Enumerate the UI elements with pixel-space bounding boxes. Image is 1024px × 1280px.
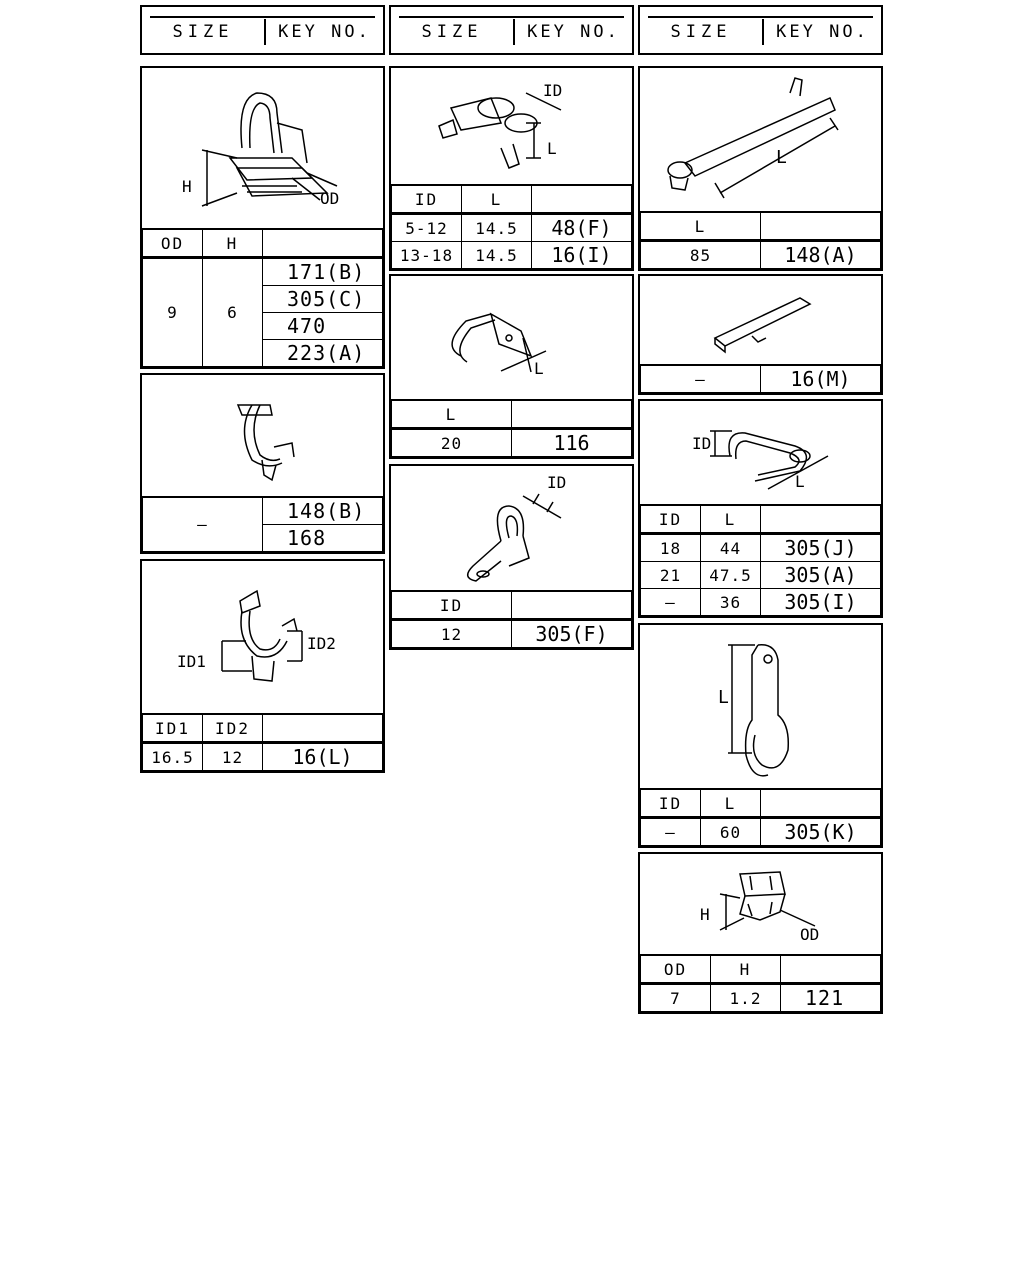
part-panel-pipe-clip xyxy=(389,66,634,271)
id-callout: ID xyxy=(547,473,567,492)
wire-clip-table xyxy=(640,504,881,616)
grommet-clip-drawing xyxy=(640,854,881,958)
key-number: 148(A) xyxy=(761,241,881,269)
id-value: 12 xyxy=(392,620,512,648)
l-value: 14.5 xyxy=(462,242,532,269)
key-number: 16(I) xyxy=(532,242,632,269)
l-callout: L xyxy=(534,359,544,378)
id-value: 13-18 xyxy=(392,242,462,269)
p-clip-table xyxy=(391,590,632,648)
key-number: 121 xyxy=(781,984,881,1012)
id-value: 18 xyxy=(641,534,701,562)
key-no-header: KEY NO. xyxy=(776,22,869,42)
size-header: SIZE xyxy=(640,19,764,45)
l-callout: L xyxy=(795,472,805,491)
part-panel-hook xyxy=(638,623,883,848)
grommet-clip-figure xyxy=(640,854,881,958)
id-value: — xyxy=(641,818,701,846)
strip-table xyxy=(640,364,881,393)
col-id: ID xyxy=(641,505,701,534)
wire-clip-figure xyxy=(640,401,881,507)
od-value: 9 xyxy=(143,258,203,367)
bracket-drawing xyxy=(391,276,632,404)
col-key xyxy=(532,185,632,214)
key-number: 48(F) xyxy=(532,214,632,242)
part-panel-wire-clip xyxy=(638,399,883,618)
key-number: 116 xyxy=(512,429,632,457)
pipe-clip-figure xyxy=(391,68,632,186)
h-value: 6 xyxy=(203,258,263,367)
column-header-3 xyxy=(638,5,883,55)
size-header: SIZE xyxy=(391,19,515,45)
part-panel-push-clip xyxy=(140,66,385,369)
hose-clamp-table xyxy=(142,496,383,552)
p-clip-drawing xyxy=(391,466,632,594)
push-clip-table xyxy=(142,228,383,367)
col-id: ID xyxy=(392,591,512,620)
key-number: 148(B) xyxy=(263,497,383,525)
double-clip-figure xyxy=(142,561,383,717)
bracket-table xyxy=(391,399,632,457)
col-id: ID xyxy=(392,185,462,214)
col-id: ID xyxy=(641,789,701,818)
column-header-2 xyxy=(389,5,634,55)
l-callout: L xyxy=(776,147,787,168)
hose-clamp-drawing xyxy=(142,375,383,497)
id-callout: ID xyxy=(543,81,563,100)
p-clip-figure xyxy=(391,466,632,594)
col-l: L xyxy=(701,789,761,818)
l-callout: L xyxy=(718,687,729,708)
l-value: 85 xyxy=(641,241,761,269)
id-value: 5-12 xyxy=(392,214,462,242)
col-l: L xyxy=(462,185,532,214)
col-h: H xyxy=(711,955,781,984)
col-l: L xyxy=(641,212,761,241)
part-panel-double-clip xyxy=(140,559,385,773)
l-value: 36 xyxy=(701,589,761,616)
part-panel-rod xyxy=(638,66,883,271)
key-number: 223(A) xyxy=(263,340,383,367)
col-key xyxy=(761,789,881,818)
column-header-1 xyxy=(140,5,385,55)
push-clip-drawing xyxy=(142,68,383,228)
size-header: SIZE xyxy=(142,19,266,45)
push-clip-figure xyxy=(142,68,383,228)
hook-table xyxy=(640,788,881,846)
key-number: 305(F) xyxy=(512,620,632,648)
double-clip-table xyxy=(142,713,383,771)
rod-figure xyxy=(640,68,881,214)
id-callout: ID xyxy=(692,434,712,453)
col-key xyxy=(263,714,383,743)
col-l: L xyxy=(392,400,512,429)
h-callout: H xyxy=(700,905,710,924)
id2-value: 12 xyxy=(203,743,263,771)
od-value: 7 xyxy=(641,984,711,1012)
part-panel-strip xyxy=(638,274,883,395)
l-value: 60 xyxy=(701,818,761,846)
key-no-header: KEY NO. xyxy=(278,22,371,42)
key-number: 305(C) xyxy=(263,286,383,313)
key-number: 16(L) xyxy=(263,743,383,771)
key-number: 305(I) xyxy=(761,589,881,616)
key-number: 305(J) xyxy=(761,534,881,562)
bracket-figure xyxy=(391,276,632,404)
h-callout: H xyxy=(182,177,192,196)
id-value: 21 xyxy=(641,562,701,589)
hook-drawing xyxy=(640,625,881,791)
col-h: H xyxy=(203,229,263,258)
col-key xyxy=(512,400,632,429)
size-value: — xyxy=(641,365,761,393)
grommet-clip-table xyxy=(640,954,881,1012)
key-number: 470 xyxy=(263,313,383,340)
part-panel-bracket xyxy=(389,274,634,459)
id-value: — xyxy=(641,589,701,616)
key-number: 171(B) xyxy=(263,258,383,286)
col-id2: ID2 xyxy=(203,714,263,743)
key-number: 168 xyxy=(263,525,383,552)
col-od: OD xyxy=(641,955,711,984)
col-l: L xyxy=(701,505,761,534)
rod-drawing xyxy=(640,68,881,214)
col-key xyxy=(761,212,881,241)
col-key xyxy=(781,955,881,984)
col-key xyxy=(263,229,383,258)
l-value: 47.5 xyxy=(701,562,761,589)
l-value: 20 xyxy=(392,429,512,457)
key-number: 305(K) xyxy=(761,818,881,846)
pipe-clip-drawing xyxy=(391,68,632,186)
l-value: 44 xyxy=(701,534,761,562)
h-value: 1.2 xyxy=(711,984,781,1012)
id1-callout: ID1 xyxy=(177,652,206,671)
col-key xyxy=(761,505,881,534)
key-number: 16(M) xyxy=(761,365,881,393)
key-number: 305(A) xyxy=(761,562,881,589)
l-callout: L xyxy=(547,139,557,158)
part-panel-grommet-clip xyxy=(638,852,883,1014)
key-no-header: KEY NO. xyxy=(527,22,620,42)
part-panel-hose-clamp xyxy=(140,373,385,554)
part-panel-p-clip xyxy=(389,464,634,650)
id1-value: 16.5 xyxy=(143,743,203,771)
col-id1: ID1 xyxy=(143,714,203,743)
col-od: OD xyxy=(143,229,203,258)
od-callout: OD xyxy=(800,925,820,944)
strip-drawing xyxy=(640,276,881,368)
col-key xyxy=(512,591,632,620)
hook-figure xyxy=(640,625,881,791)
l-value: 14.5 xyxy=(462,214,532,242)
size-value: — xyxy=(143,497,263,552)
strip-figure xyxy=(640,276,881,368)
id2-callout: ID2 xyxy=(307,634,336,653)
pipe-clip-table xyxy=(391,184,632,269)
wire-clip-drawing xyxy=(640,401,881,507)
od-callout: OD xyxy=(320,189,340,208)
double-clip-drawing xyxy=(142,561,383,717)
rod-table xyxy=(640,211,881,269)
hose-clamp-figure xyxy=(142,375,383,497)
